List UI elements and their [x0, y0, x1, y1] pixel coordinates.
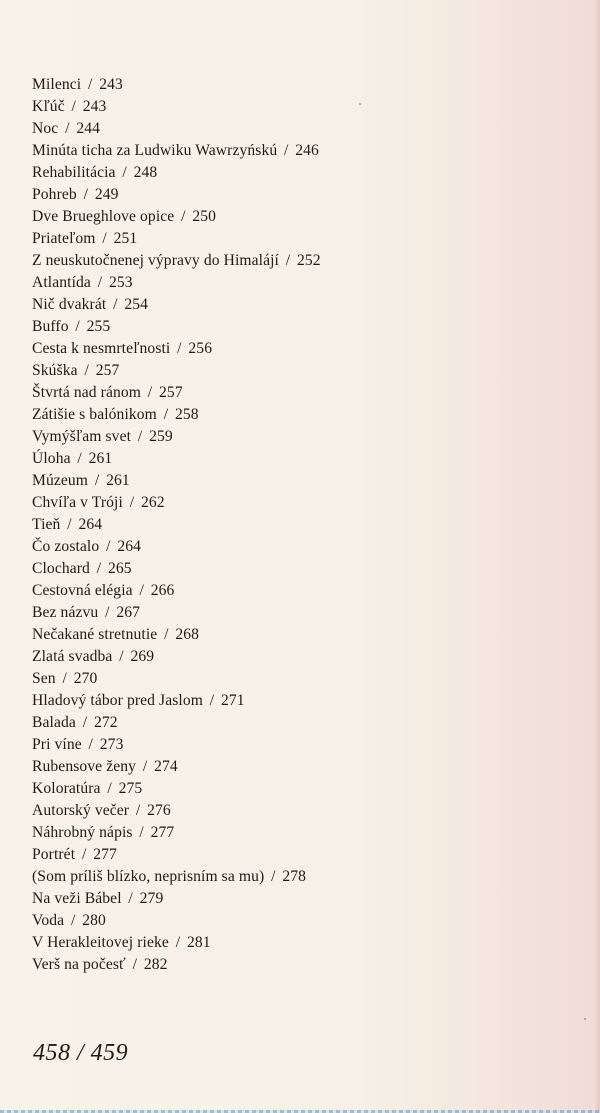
toc-entry-separator: /	[67, 516, 72, 533]
toc-entry-separator: /	[88, 736, 93, 753]
toc-entry-title: Na veži Bábel	[32, 890, 122, 907]
toc-entry-separator: /	[97, 274, 103, 291]
toc-entry-page: 250	[192, 208, 217, 225]
toc-entry-title: Balada	[32, 714, 76, 731]
toc-entry-title: Zlatá svadba	[32, 648, 113, 665]
toc-entry	[32, 228, 552, 250]
toc-entry-title: Nič dvakrát	[32, 296, 107, 313]
toc-entry	[32, 206, 552, 228]
toc-entry-title: Náhrobný nápis	[32, 824, 133, 841]
toc-entry	[32, 580, 552, 602]
toc-entry-separator: /	[137, 428, 143, 445]
toc-entry-title: Pri víne	[32, 736, 82, 753]
toc-entry-page: 274	[154, 758, 178, 775]
toc-entry-title: Tieň	[32, 516, 61, 533]
toc-entry-page: 246	[295, 142, 319, 159]
toc-entry-page: 279	[139, 890, 164, 907]
toc-entry-title: Sen	[32, 670, 56, 687]
toc-entry-title: Atlantída	[32, 274, 91, 291]
toc-entry	[32, 118, 552, 140]
toc-entry-title: Hladový tábor pred Jaslom	[32, 692, 203, 709]
toc-entry-separator: /	[139, 824, 144, 841]
toc-entry	[32, 272, 552, 294]
toc-entry-title: Kľúč	[32, 98, 65, 115]
toc-entry	[32, 426, 552, 448]
toc-entry-title: Koloratúra	[32, 780, 101, 797]
toc-entry	[32, 778, 552, 800]
toc-entry-page: 264	[78, 516, 103, 533]
toc-entry-separator: /	[142, 758, 148, 775]
toc-entry	[32, 822, 552, 844]
toc-entry-separator: /	[181, 208, 186, 225]
toc-entry-title: Zátišie s balónikom	[32, 406, 157, 423]
toc-entry-title: Cesta k nesmrteľnosti	[32, 340, 171, 357]
toc-entry-page: 243	[99, 76, 123, 93]
toc-entry-separator: /	[164, 626, 169, 643]
toc-entry-title: Pohreb	[32, 186, 77, 203]
toc-entry-separator: /	[94, 472, 100, 489]
toc-entry	[32, 404, 552, 426]
toc-entry-separator: /	[132, 956, 138, 973]
toc-entry	[32, 624, 552, 646]
toc-entry	[32, 712, 552, 734]
table-of-contents	[32, 74, 552, 976]
toc-entry-separator: /	[107, 780, 112, 797]
toc-entry-page: 282	[143, 956, 168, 973]
toc-entry-title: (Som príliš blízko, neprisním sa mu)	[32, 868, 265, 885]
toc-entry-separator: /	[65, 120, 70, 137]
toc-entry-separator: /	[271, 868, 276, 885]
toc-entry-separator: /	[135, 802, 141, 819]
toc-entry-title: Dve Brueghlove opice	[32, 208, 175, 225]
toc-entry	[32, 536, 552, 558]
toc-entry-title: Rubensove ženy	[32, 758, 137, 775]
toc-entry-title: Cestovná elégia	[32, 582, 133, 599]
toc-entry-title: Clochard	[32, 560, 90, 577]
toc-entry-page: 273	[99, 736, 124, 753]
toc-entry	[32, 382, 552, 404]
toc-entry-separator: /	[122, 164, 127, 181]
toc-entry-separator: /	[70, 912, 76, 929]
toc-entry-title: Verš na počesť	[32, 956, 126, 973]
toc-entry	[32, 316, 552, 338]
toc-entry-page: 267	[116, 604, 141, 621]
toc-entry	[32, 800, 552, 822]
toc-entry-separator: /	[83, 186, 89, 203]
toc-entry	[32, 74, 552, 96]
toc-entry-page: 248	[133, 164, 158, 181]
toc-entry-title: V Herakleitovej rieke	[32, 934, 169, 951]
toc-entry-title: Úloha	[32, 450, 71, 467]
toc-entry-page: 256	[188, 340, 213, 357]
toc-entry-title: Z neuskutočnenej výpravy do Himalájí	[32, 252, 279, 269]
toc-entry-title: Portrét	[32, 846, 76, 863]
toc-entry	[32, 140, 552, 162]
toc-entry	[32, 602, 552, 624]
toc-entry-separator: /	[129, 494, 135, 511]
paper-speck	[359, 103, 361, 105]
toc-entry-page: 269	[130, 648, 155, 665]
toc-entry	[32, 690, 552, 712]
toc-entry-page: 261	[106, 472, 130, 489]
toc-entry-page: 258	[174, 406, 199, 423]
toc-entry-page: 257	[159, 384, 183, 401]
toc-entry	[32, 360, 552, 382]
toc-entry	[32, 866, 552, 888]
toc-entry-title: Nečakané stretnutie	[32, 626, 158, 643]
toc-entry	[32, 954, 552, 976]
toc-entry-separator: /	[77, 450, 82, 467]
toc-entry-separator: /	[128, 890, 133, 907]
toc-entry-separator: /	[81, 846, 87, 863]
toc-entry	[32, 514, 552, 536]
toc-entry-title: Voda	[32, 912, 65, 929]
toc-entry-page: 277	[150, 824, 175, 841]
toc-entry-page: 265	[108, 560, 132, 577]
toc-entry	[32, 448, 552, 470]
paper-speck	[584, 1018, 586, 1020]
toc-entry-separator: /	[106, 538, 111, 555]
toc-entry	[32, 932, 552, 954]
toc-entry-page: 261	[88, 450, 113, 467]
toc-entry-title: Štvrtá nad ránom	[32, 384, 141, 401]
toc-entry-page: 264	[117, 538, 142, 555]
toc-entry	[32, 668, 552, 690]
toc-entry	[32, 184, 552, 206]
toc-entry-separator: /	[163, 406, 169, 423]
toc-entry-page: 270	[73, 670, 98, 687]
toc-entry-separator: /	[284, 142, 289, 159]
toc-entry-separator: /	[62, 670, 67, 687]
toc-entry-separator: /	[82, 714, 88, 731]
toc-entry-title: Rehabilitácia	[32, 164, 116, 181]
toc-entry	[32, 844, 552, 866]
toc-entry-separator: /	[113, 296, 118, 313]
toc-entry-title: Noc	[32, 120, 59, 137]
toc-entry-title: Bez názvu	[32, 604, 99, 621]
toc-entry-page: 253	[108, 274, 133, 291]
toc-entry-separator: /	[84, 362, 89, 379]
toc-entry	[32, 756, 552, 778]
toc-entry-separator: /	[88, 76, 93, 93]
toc-entry-separator: /	[147, 384, 153, 401]
toc-entry	[32, 250, 552, 272]
toc-entry-separator: /	[175, 934, 181, 951]
toc-entry-separator: /	[105, 604, 110, 621]
toc-entry	[32, 294, 552, 316]
toc-entry-separator: /	[119, 648, 124, 665]
toc-entry-page: 254	[124, 296, 149, 313]
toc-entry-separator: /	[75, 318, 80, 335]
toc-entry-page: 257	[95, 362, 120, 379]
toc-entry-page: 280	[82, 912, 106, 929]
toc-entry-page: 244	[76, 120, 101, 137]
toc-entry-page: 251	[113, 230, 138, 247]
toc-entry-title: Múzeum	[32, 472, 89, 489]
toc-entry-title: Vymýšľam svet	[32, 428, 132, 445]
toc-entry-page: 276	[147, 802, 171, 819]
toc-entry-page: 268	[175, 626, 200, 643]
toc-entry-title: Buffo	[32, 318, 69, 335]
page-numbers: 458 / 459	[33, 1040, 129, 1066]
toc-entry-separator: /	[102, 230, 107, 247]
toc-entry	[32, 162, 552, 184]
toc-entry-title: Priateľom	[32, 230, 96, 247]
toc-entry-page: 271	[221, 692, 245, 709]
toc-entry-separator: /	[139, 582, 144, 599]
page-edge-shadow	[594, 0, 600, 1113]
toc-entry	[32, 910, 552, 932]
toc-entry-page: 278	[282, 868, 307, 885]
toc-entry-page: 281	[186, 934, 211, 951]
toc-entry-page: 252	[297, 252, 321, 269]
toc-entry-page: 275	[118, 780, 143, 797]
toc-entry	[32, 734, 552, 756]
toc-entry	[32, 646, 552, 668]
toc-entry-title: Milenci	[32, 76, 82, 93]
toc-entry-separator: /	[209, 692, 215, 709]
toc-entry-page: 272	[93, 714, 118, 731]
toc-entry	[32, 96, 552, 118]
toc-entry	[32, 888, 552, 910]
toc-entry-page: 249	[94, 186, 119, 203]
toc-entry-separator: /	[285, 252, 291, 269]
toc-entry-separator: /	[177, 340, 182, 357]
toc-entry-page: 262	[140, 494, 165, 511]
toc-entry-separator: /	[96, 560, 102, 577]
toc-entry-title: Čo zostalo	[32, 538, 100, 555]
toc-entry-title: Minúta ticha za Ludwiku Wawrzyńskú	[32, 142, 278, 159]
toc-entry-page: 255	[86, 318, 111, 335]
toc-entry-page: 266	[150, 582, 175, 599]
toc-entry	[32, 338, 552, 360]
toc-entry-page: 259	[149, 428, 173, 445]
toc-entry	[32, 492, 552, 514]
toc-entry	[32, 558, 552, 580]
toc-entry-title: Skúška	[32, 362, 78, 379]
toc-entry-separator: /	[71, 98, 76, 115]
toc-entry-page: 243	[82, 98, 107, 115]
toc-entry-title: Chvíľa v Tróji	[32, 494, 123, 511]
toc-entry	[32, 470, 552, 492]
toc-entry-title: Autorský večer	[32, 802, 130, 819]
toc-entry-page: 277	[93, 846, 117, 863]
